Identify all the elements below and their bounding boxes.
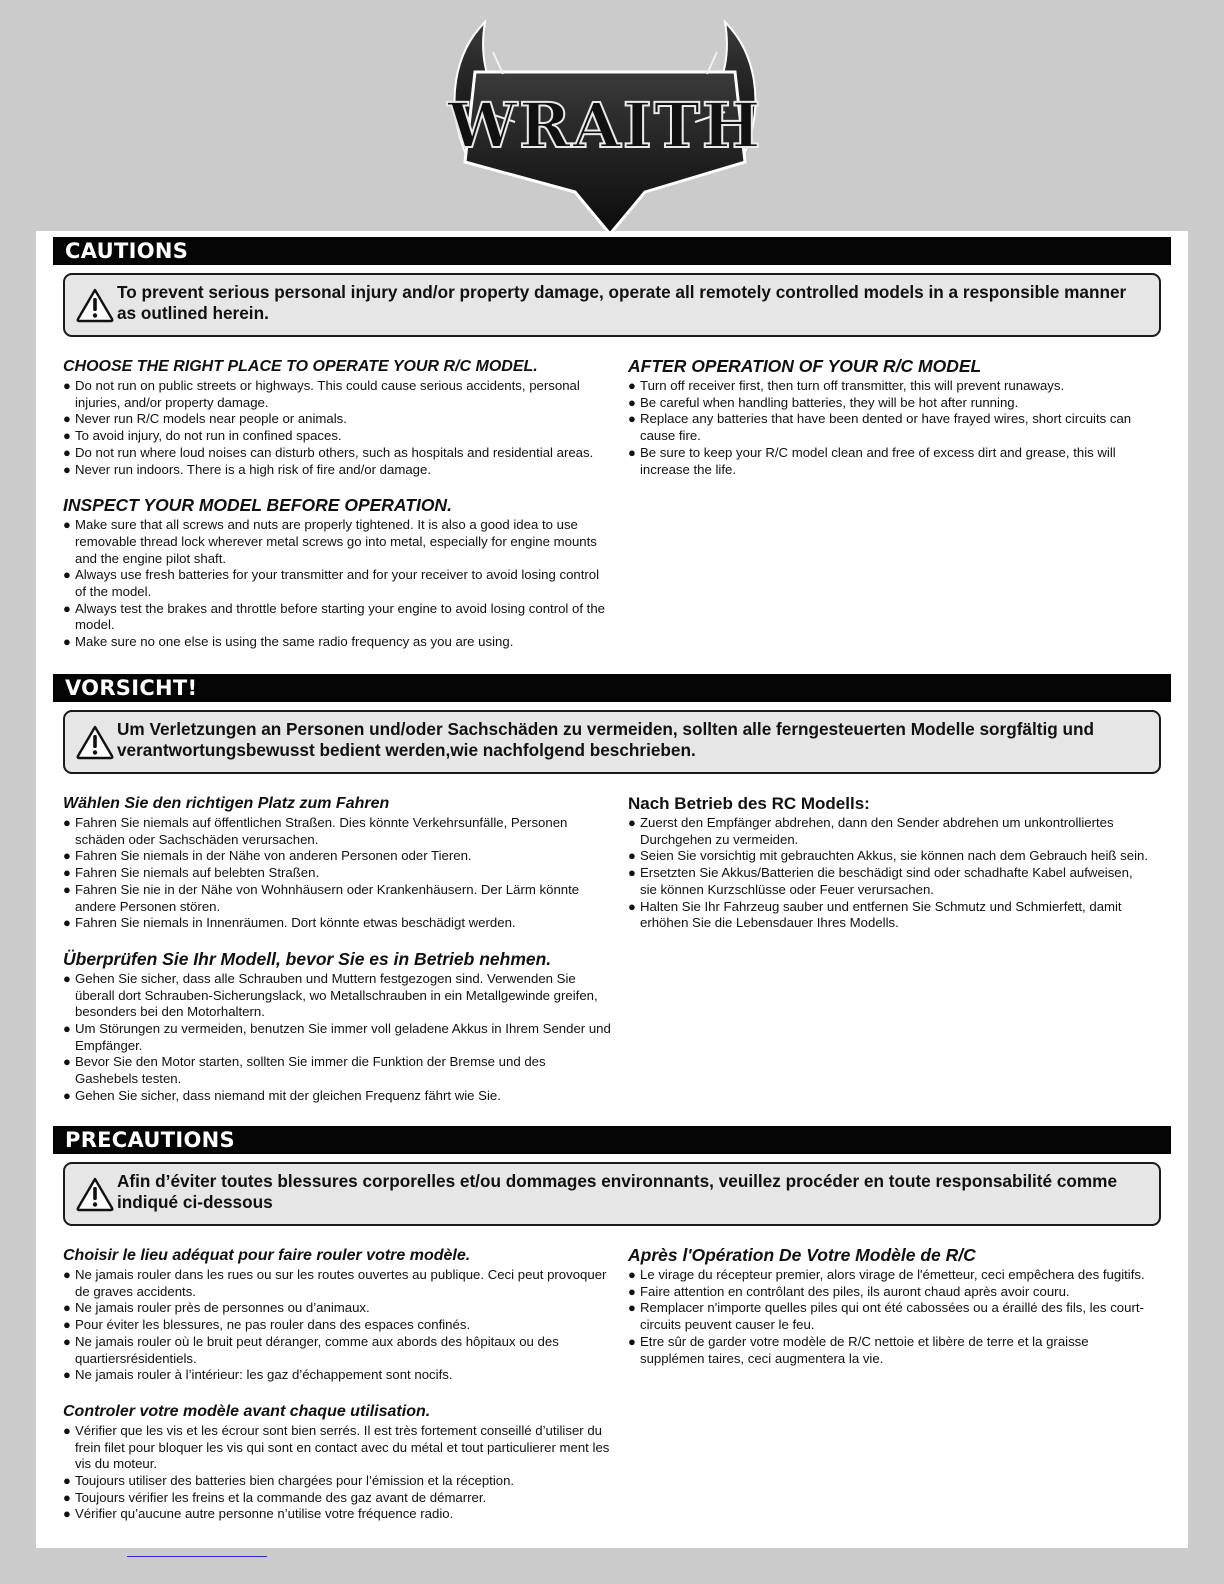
list-item: ● Etre sûr de garder votre modèle de R/C nettoie et libère de terre et la graisse supplémen taires, ceci augmentera la vie. [628,1333,1089,1366]
list-item: ● Fahren Sie niemals auf öffentlichen Straßen. Dies könnte Verkehrsunfälle, Personen schäden oder Sachschäden verursachen. [63,815,568,847]
section-precautions [53,1126,1171,1522]
warning-box [63,273,1161,337]
section-title: PRECAUTIONS [53,1126,1171,1154]
list-item: ● Zuerst den Empfänger abdrehen, dann den Sender abdrehen um unkontrolliertes Durchgehen zu vermeiden. [628,815,1114,847]
wraith-logo [445,12,765,237]
group-after-operation [628,794,1148,932]
group-heading: AFTER OPERATION OF YOUR R/C MODEL [628,356,982,376]
list-item: ● Seien Sie vorsichtig mit gebrauchten Akkus, sie können nach dem Gebrauch heiß sein. [628,848,1149,864]
list-item: ● Gehen Sie sicher, dass niemand mit der gleichen Frequenz fährt wie Sie. [63,1087,501,1103]
warning-text: Um Verletzungen an Personen und/oder Sachschäden zu vermeiden, sollten alle ferngesteuerten Modelle sorgfältig und verantwortungsbewusst bedient werden,wie nachfolgend beschrieben. [117,719,1095,760]
group-choose-place [63,1246,611,1384]
warning-triangle-icon [75,1176,115,1212]
list-item: ● Always test the brakes and throttle before starting your engine to avoid losing control of the model. [63,600,606,633]
list-item: ● Ne jamais rouler près de personnes ou d’animaux. [63,1300,370,1316]
group-heading: Choisir le lieu adéquat pour faire rouler votre modèle. [63,1247,471,1264]
group-heading: Überprüfen Sie Ihr Modell, bevor Sie es in Betrieb nehmen. [63,948,552,969]
list-item: ● Fahren Sie nie in der Nähe von Wohnhäusern oder Krankenhäusern. Der Lärm könnte andere Personen stören. [63,881,580,914]
list-item: ● Remplacer n'importe quelles piles qui ont été cabossées ou a éraillé des fils, les court-circuits peuvent causer le feu. [628,1300,1144,1333]
footer-link-underline[interactable] [127,1556,267,1557]
section-cautions [53,237,1171,650]
list-item: ● Toujours vérifier les freins et la commande des gaz avant de démarrer. [63,1489,487,1505]
group-inspect-model [63,950,611,1105]
list-item: ● Be careful when handling batteries, they will be hot after running. [628,394,1019,410]
list-item: ● Fahren Sie niemals in der Nähe von anderen Personen oder Tieren. [63,848,472,864]
list-item: ● Toujours utiliser des batteries bien chargées pour l’émission et la réception. [63,1473,515,1489]
section-title: CAUTIONS [53,237,1171,265]
group-heading: CHOOSE THE RIGHT PLACE TO OPERATE YOUR R/C MODEL. [63,358,538,375]
list-item: ● Pour éviter les blessures, ne pas rouler dans des espaces confinés. [63,1317,471,1333]
list-item: ● Never run R/C models near people or animals. [63,411,347,427]
group-heading: Controler votre modèle avant chaque utilisation. [63,1402,431,1420]
group-heading: Après l'Opération De Votre Modèle de R/C [628,1245,976,1265]
list-item: ● Ne jamais rouler où le bruit peut déranger, comme aux abords des hôpitaux ou des quartiersrésidentiels. [63,1333,559,1366]
list-item: ● Le virage du récepteur premier, alors virage de l'émetteur, ceci empêchera des fugitifs. [628,1267,1145,1282]
list-item: ● Halten Sie Ihr Fahrzeug sauber und entfernen Sie Schmutz und Schmierfett, damit erhöhen Sie die Lebensdauer Ihres Modells. [628,898,1122,931]
group-inspect-model [63,1402,611,1523]
list-item: ● Never run indoors. There is a high risk of fire and/or damage. [63,461,431,477]
list-item: ● Turn off receiver first, then turn off transmitter, this will prevent runaways. [628,378,1065,393]
list-item: ● To avoid injury, do not run in confined spaces. [63,428,342,444]
warning-text: Afin d’éviter toutes blessures corporelles et/ou dommages environnants, veuillez procéder en toute responsabilité comme indiqué ci-dessous [117,1171,1118,1212]
section-vorsicht [53,674,1171,1103]
warning-box [63,1162,1161,1226]
list-item: ● Vérifier que les vis et les écrour sont bien serrés. Il est très fortement conseillé d’utiliser du frein filet pour bloquer les vis qui sont en contact avec du métal et tout particulierer ment les vis du moteur. [63,1422,610,1472]
warning-triangle-icon [75,287,115,323]
list-item: ● Vérifier qu’aucune autre personne n’utilise votre fréquence radio. [63,1506,454,1522]
list-item: ● Always use fresh batteries for your transmitter and for your receiver to avoid losing control of the model. [63,567,600,600]
list-item: ● Bevor Sie den Motor starten, sollten Sie immer die Funktion der Bremse und des Gashebels testen. [63,1054,546,1087]
warning-triangle-icon [75,724,115,760]
list-item: ● Um Störungen zu vermeiden, benutzen Sie immer voll geladene Akkus in Ihrem Sender und Empfänger. [63,1021,611,1053]
list-item: ● Faire attention en contrôlant des piles, ils auront chaud après avoir couru. [628,1283,1070,1299]
group-after-operation [628,357,1148,478]
list-item: ● Fahren Sie niemals auf belebten Straßen. [63,865,320,881]
list-item: ● Make sure no one else is using the same radio frequency as you are using. [63,634,514,650]
svg-text:WRAITH: WRAITH [447,89,763,162]
section-title: VORSICHT! [53,674,1171,702]
list-item: ● Be sure to keep your R/C model clean and free of excess dirt and grease, this will increase the life. [628,444,1116,477]
list-item: ● Fahren Sie niemals in Innenräumen. Dort könnte etwas beschädigt werden. [63,915,516,931]
list-item: ● Do not run where loud noises can disturb others, such as hospitals and residential areas. [63,444,594,460]
group-choose-place [63,357,611,478]
group-heading: Wählen Sie den richtigen Platz zum Fahren [63,795,390,812]
group-choose-place [63,794,611,932]
list-item: ● Do not run on public streets or highways. This could cause serious accidents, personal injuries, and/or property damage. [63,378,580,410]
group-inspect-model [63,496,611,651]
group-after-operation [628,1246,1148,1367]
warning-text: To prevent serious personal injury and/or property damage, operate all remotely controlled models in a responsible manner as outlined herein. [117,282,1127,323]
group-heading: INSPECT YOUR MODEL BEFORE OPERATION. [63,495,452,516]
group-heading: Nach Betrieb des RC Modells: [628,794,870,813]
document-page [36,231,1188,1548]
list-item: ● Ne jamais rouler dans les rues ou sur les routes ouvertes au publique. Ceci peut provoquer de graves accidents. [63,1267,607,1299]
list-item: ● Replace any batteries that have been dented or have frayed wires, short circuits can cause fire. [628,411,1132,444]
list-item: ● Ersetzten Sie Akkus/Batterien die beschädigt sind oder schadhafte Kabel aufweisen, sie können Kurzschlüsse oder Feuer verursachen. [628,865,1133,897]
list-item: ● Ne jamais rouler à l’intérieur: les gaz d’échappement sont nocifs. [63,1367,453,1383]
list-item: ● Gehen Sie sicher, dass alle Schrauben und Muttern festgezogen sind. Verwenden Sie überall dort Schrauben-Sicherungslack, wo Metallschrauben in ein Metallgewinde greifen, besonders bei den Motorhaltern. [63,970,598,1020]
list-item: ● Make sure that all screws and nuts are properly tightened. It is also a good idea to use removable thread lock wherever metal screws go into metal, especially for engine mounts and the engine pilot shaft. [63,517,597,566]
warning-box [63,710,1161,774]
